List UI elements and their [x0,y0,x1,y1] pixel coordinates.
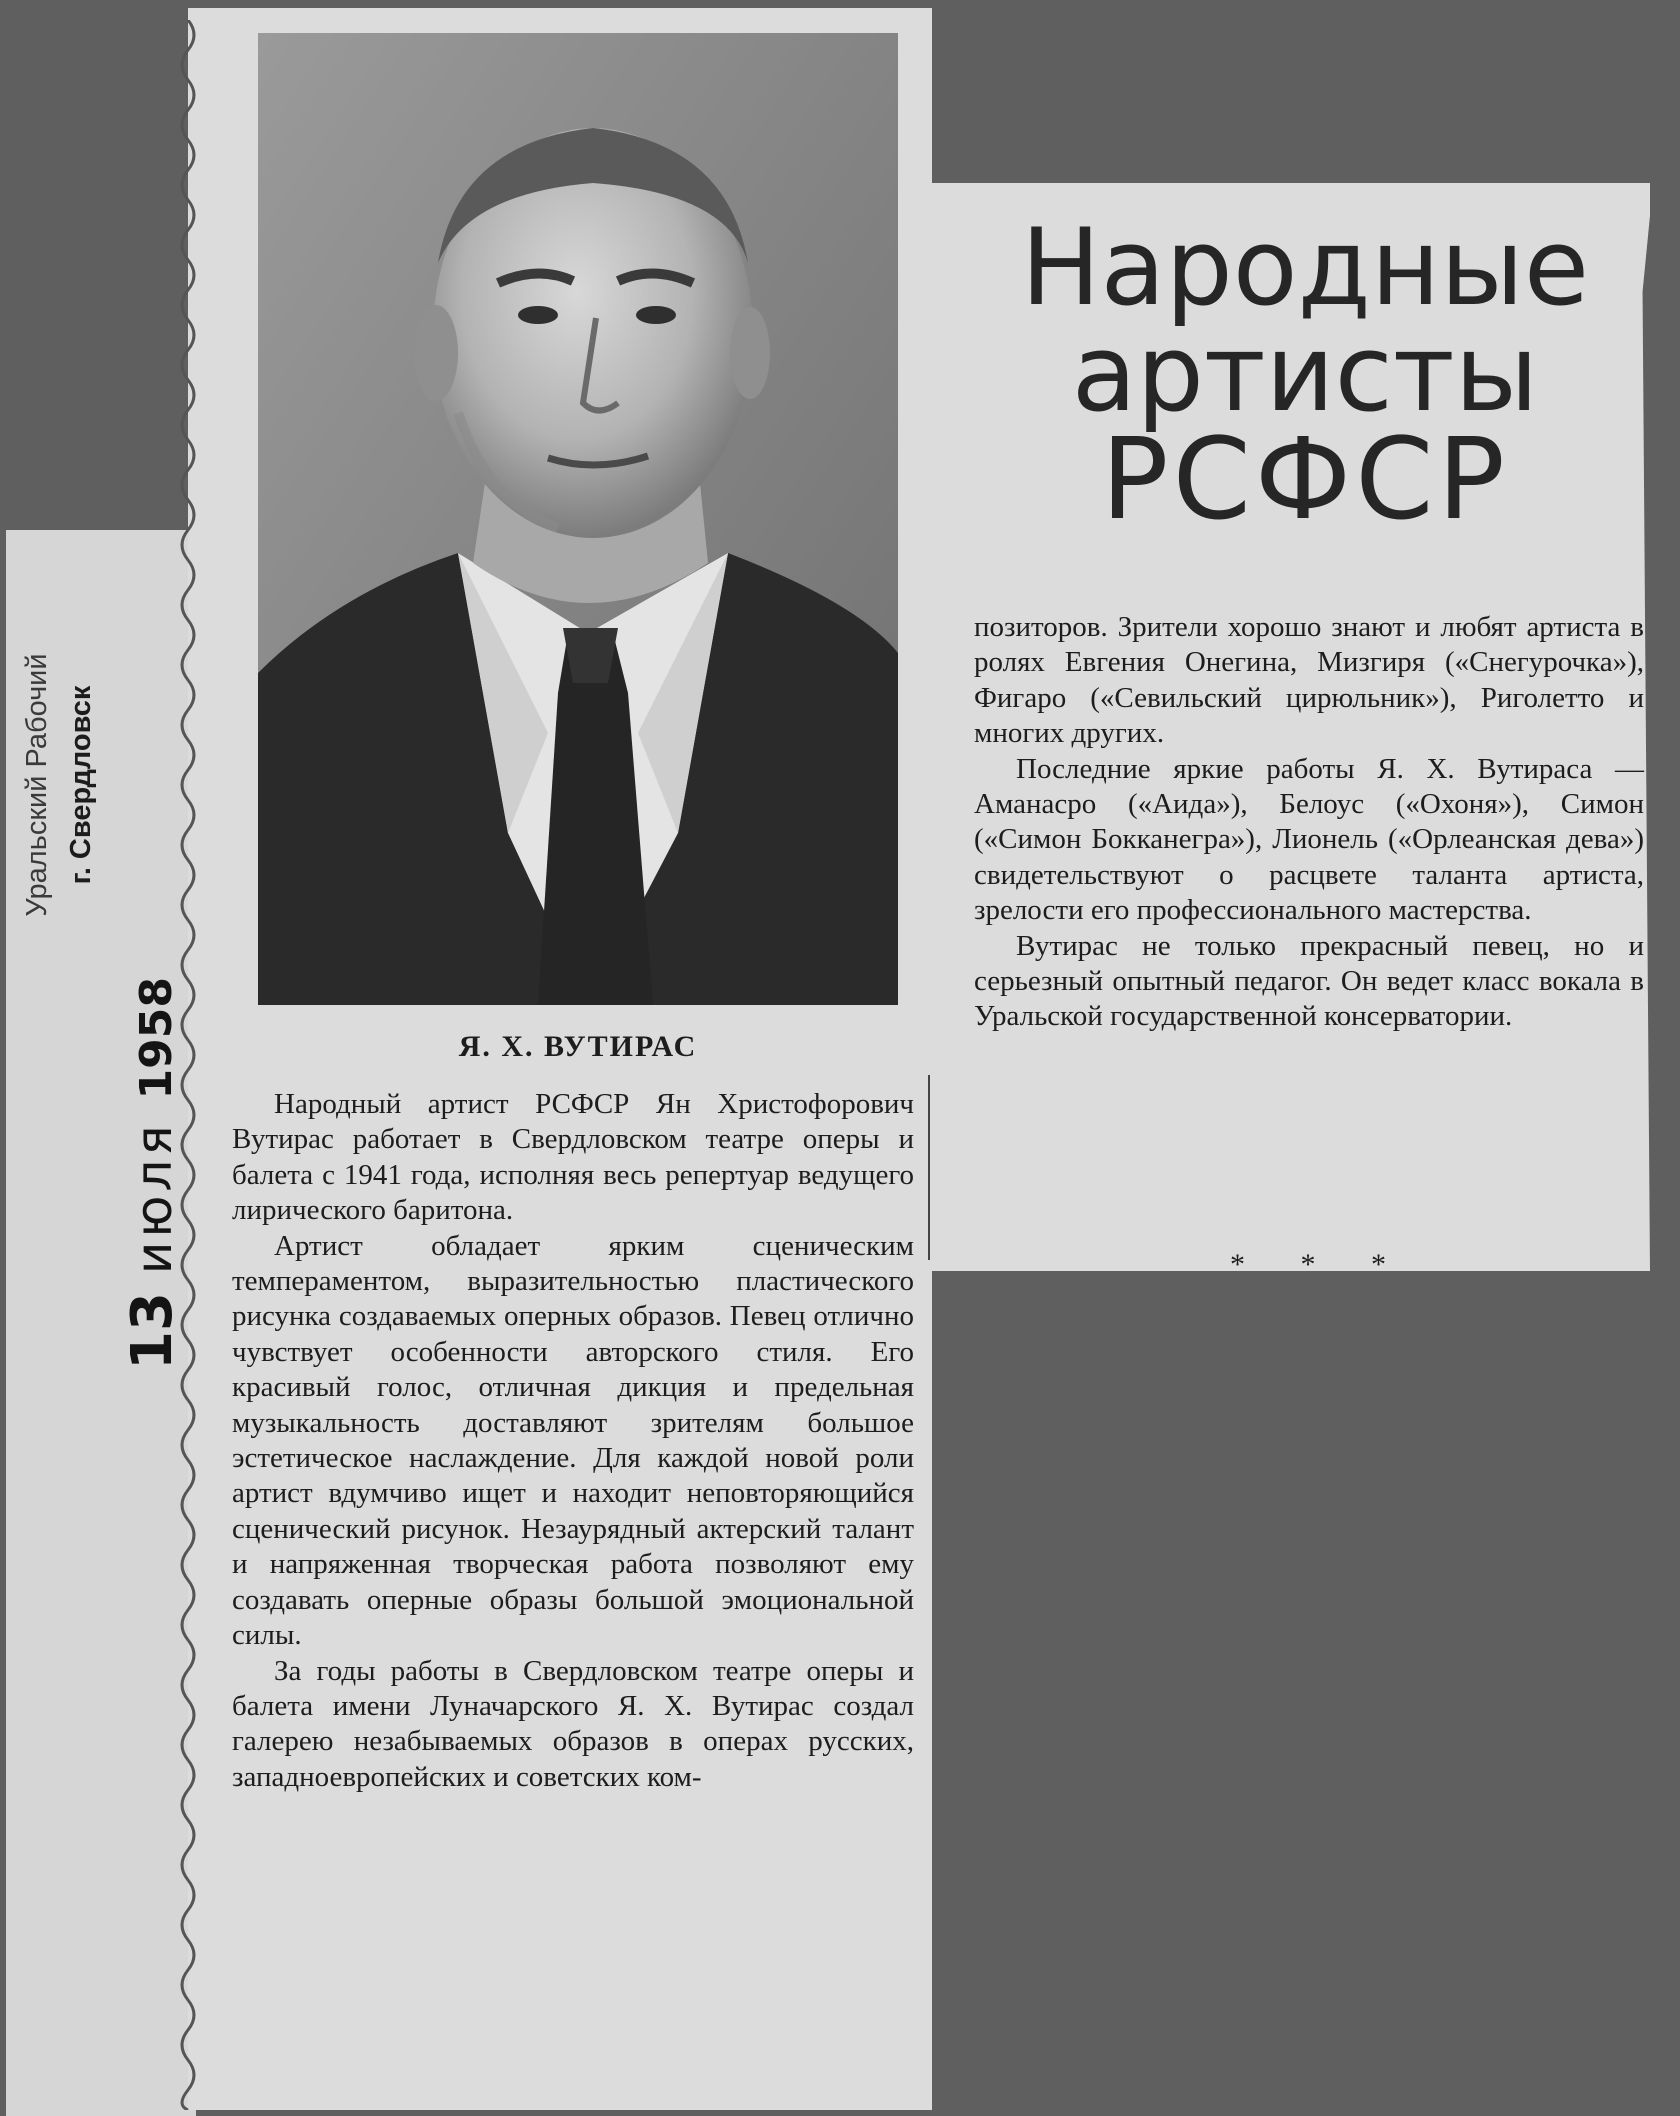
headline-line-2: артисты [1071,312,1539,435]
newspaper-stamp [15,575,135,995]
paragraph: За годы работы в Свердловском театре оперы и балета имени Луначарского Я. Х. Вутирас создал галерею незабываемых образов в операх русских, западноевропейских и советских ком- [232,1654,914,1793]
photo-caption: Я. Х. ВУТИРАС [458,1030,698,1063]
date-day: 13 [120,1292,185,1370]
article-left-column [232,1087,914,1795]
newspaper-name: Уральский Рабочий [21,653,53,917]
headline-line-1: Народные [1020,206,1590,329]
paragraph-continuation: позиторов. Зрители хорошо знают и любят артиста в ролях Евгения Онегина, Мизгиря («Снегурочка»), Фигаро («Севильский цирюльник»), Риголетто и многих других. [974,611,1644,750]
portrait-photo [258,33,898,1005]
separator-stars: * * * [1230,1248,1410,1281]
headline-line-3: РСФСР [1101,415,1509,545]
headline [960,206,1650,545]
paragraph: Народный артист РСФСР Ян Христофорович Вутирас работает в Свердловском театре оперы и балета с 1941 года, исполняя весь репертуар ведущего лирического баритона. [232,1088,914,1227]
newspaper-city: г. Свердловск [65,685,97,885]
column-rule [928,1075,930,1260]
date-year: 1958 [131,976,182,1100]
paragraph: Вутирас не только прекрасный певец, но и серьезный опытный педагог. Он ведет класс вокала в Уральской государственной консерватории. [974,929,1644,1033]
date-stamp [120,770,210,1370]
date-month: июля [125,1121,183,1275]
article-right-column [974,610,1644,1035]
paragraph: Артист обладает ярким сценическим темпераментом, выразительностью пластического рисунка создаваемых оперных образов. Певец отлично чувствует особенности авторского стиля. Его красивый голос, отличная дикция и предельная музыкальность доставляют зрителям большое эстетическое наслаждение. Для каждой новой роли артист вдумчиво ищет и находит неповторяющийся сценический рисунок. Незаурядный актерский талант и напряженная творческая работа позволяют ему создавать оперные образы большой эмоциональной силы. [232,1229,914,1652]
paragraph: Последние яркие работы Я. Х. Вутираса — Аманасро («Аида»), Белоус («Охоня»), Симон («Симон Бокканегра»), Лионель («Орлеанская дева») свидетельствуют о расцвете таланта артиста, зрелости его профессионального мастерства. [974,752,1644,927]
